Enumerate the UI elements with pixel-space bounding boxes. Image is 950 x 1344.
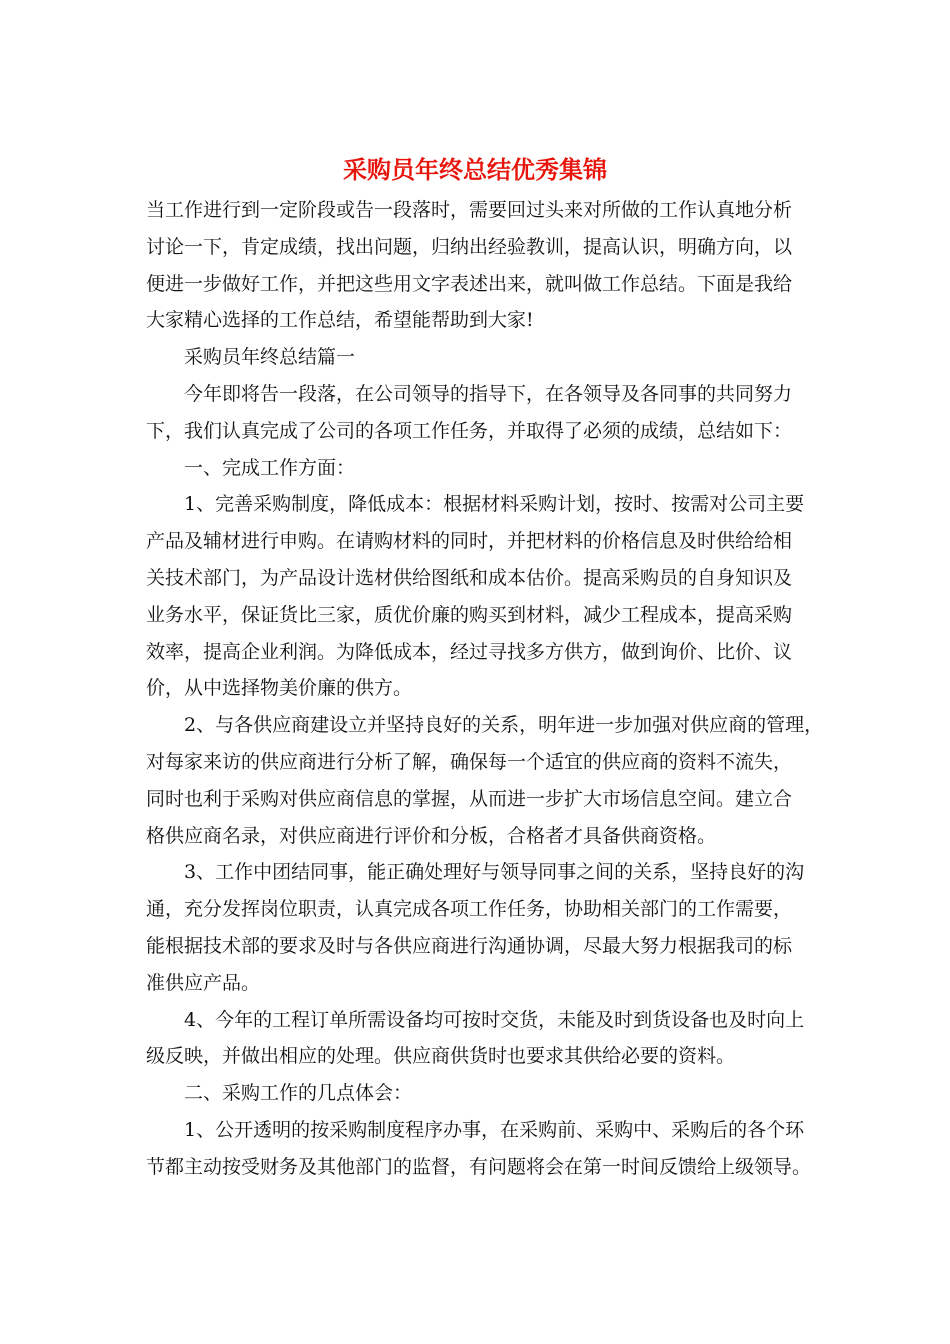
body-line: 下，我们认真完成了公司的各项工作任务，并取得了必须的成绩，总结如下：: [146, 419, 793, 442]
body-line: 讨论一下，肯定成绩，找出问题，归纳出经验教训，提高认识，明确方向，以: [146, 235, 793, 258]
body-line: 2、与各供应商建设立并坚持良好的关系，明年进一步加强对供应商的管理，: [184, 714, 824, 737]
body-line: 对每家来访的供应商进行分析了解，确保每一个适宜的供应商的资料不流失，: [146, 750, 793, 773]
body-line: 业务水平，保证货比三家，质优价廉的购买到材料，减少工程成本，提高采购: [146, 603, 793, 626]
body-line: 格供应商名录，对供应商进行评价和分板，合格者才具备供商资格。: [146, 824, 717, 847]
body-line: 便进一步做好工作，并把这些用文字表述出来，就叫做工作总结。下面是我给: [146, 272, 793, 295]
body-line: 大家精心选择的工作总结，希望能帮助到大家!: [146, 309, 534, 332]
body-line: 产品及辅材进行申购。在请购材料的同时，并把材料的价格信息及时供给给相: [146, 530, 793, 553]
body-line: 通，充分发挥岗位职责，认真完成各项工作任务，协助相关部门的工作需要，: [146, 898, 793, 921]
body-line: 二、采购工作的几点体会：: [184, 1082, 413, 1105]
body-line: 1、完善采购制度，降低成本：根据材料采购计划，按时、按需对公司主要: [184, 493, 805, 516]
document-body: [146, 192, 824, 1186]
body-line: 级反映，并做出相应的处理。供应商供货时也要求其供给必要的资料。: [146, 1045, 736, 1068]
body-line: 准供应产品。: [146, 971, 261, 994]
body-line: 采购员年终总结篇一: [184, 346, 356, 369]
body-line: 价，从中选择物美价廉的供方。: [146, 677, 413, 700]
document-title: 采购员年终总结优秀集锦: [343, 156, 607, 184]
body-line: 当工作进行到一定阶段或告一段落时，需要回过头来对所做的工作认真地分析: [146, 199, 793, 221]
body-line: 同时也利于采购对供应商信息的掌握，从而进一步扩大市场信息空间。建立合: [146, 787, 793, 810]
body-line: 节都主动按受财务及其他部门的监督，有问题将会在第一时间反馈给上级领导。: [146, 1155, 812, 1178]
body-line: 能根据技术部的要求及时与各供应商进行沟通协调，尽最大努力根据我司的标: [146, 934, 793, 957]
body-line: 3、工作中团结同事，能正确处理好与领导同事之间的关系，坚持良好的沟: [184, 861, 805, 884]
body-line: 关技术部门，为产品设计选材供给图纸和成本估价。提高采购员的自身知识及: [146, 566, 793, 589]
body-line: 一、完成工作方面：: [184, 456, 356, 479]
body-line: 1、公开透明的按采购制度程序办事，在采购前、采购中、采购后的各个环: [184, 1118, 805, 1141]
body-line: 4、今年的工程订单所需设备均可按时交货，未能及时到货设备也及时向上: [184, 1008, 805, 1031]
body-line: 今年即将告一段落，在公司领导的指导下，在各领导及各同事的共同努力: [184, 382, 793, 405]
body-line: 效率，提高企业利润。为降低成本，经过寻找多方供方，做到询价、比价、议: [146, 640, 793, 663]
